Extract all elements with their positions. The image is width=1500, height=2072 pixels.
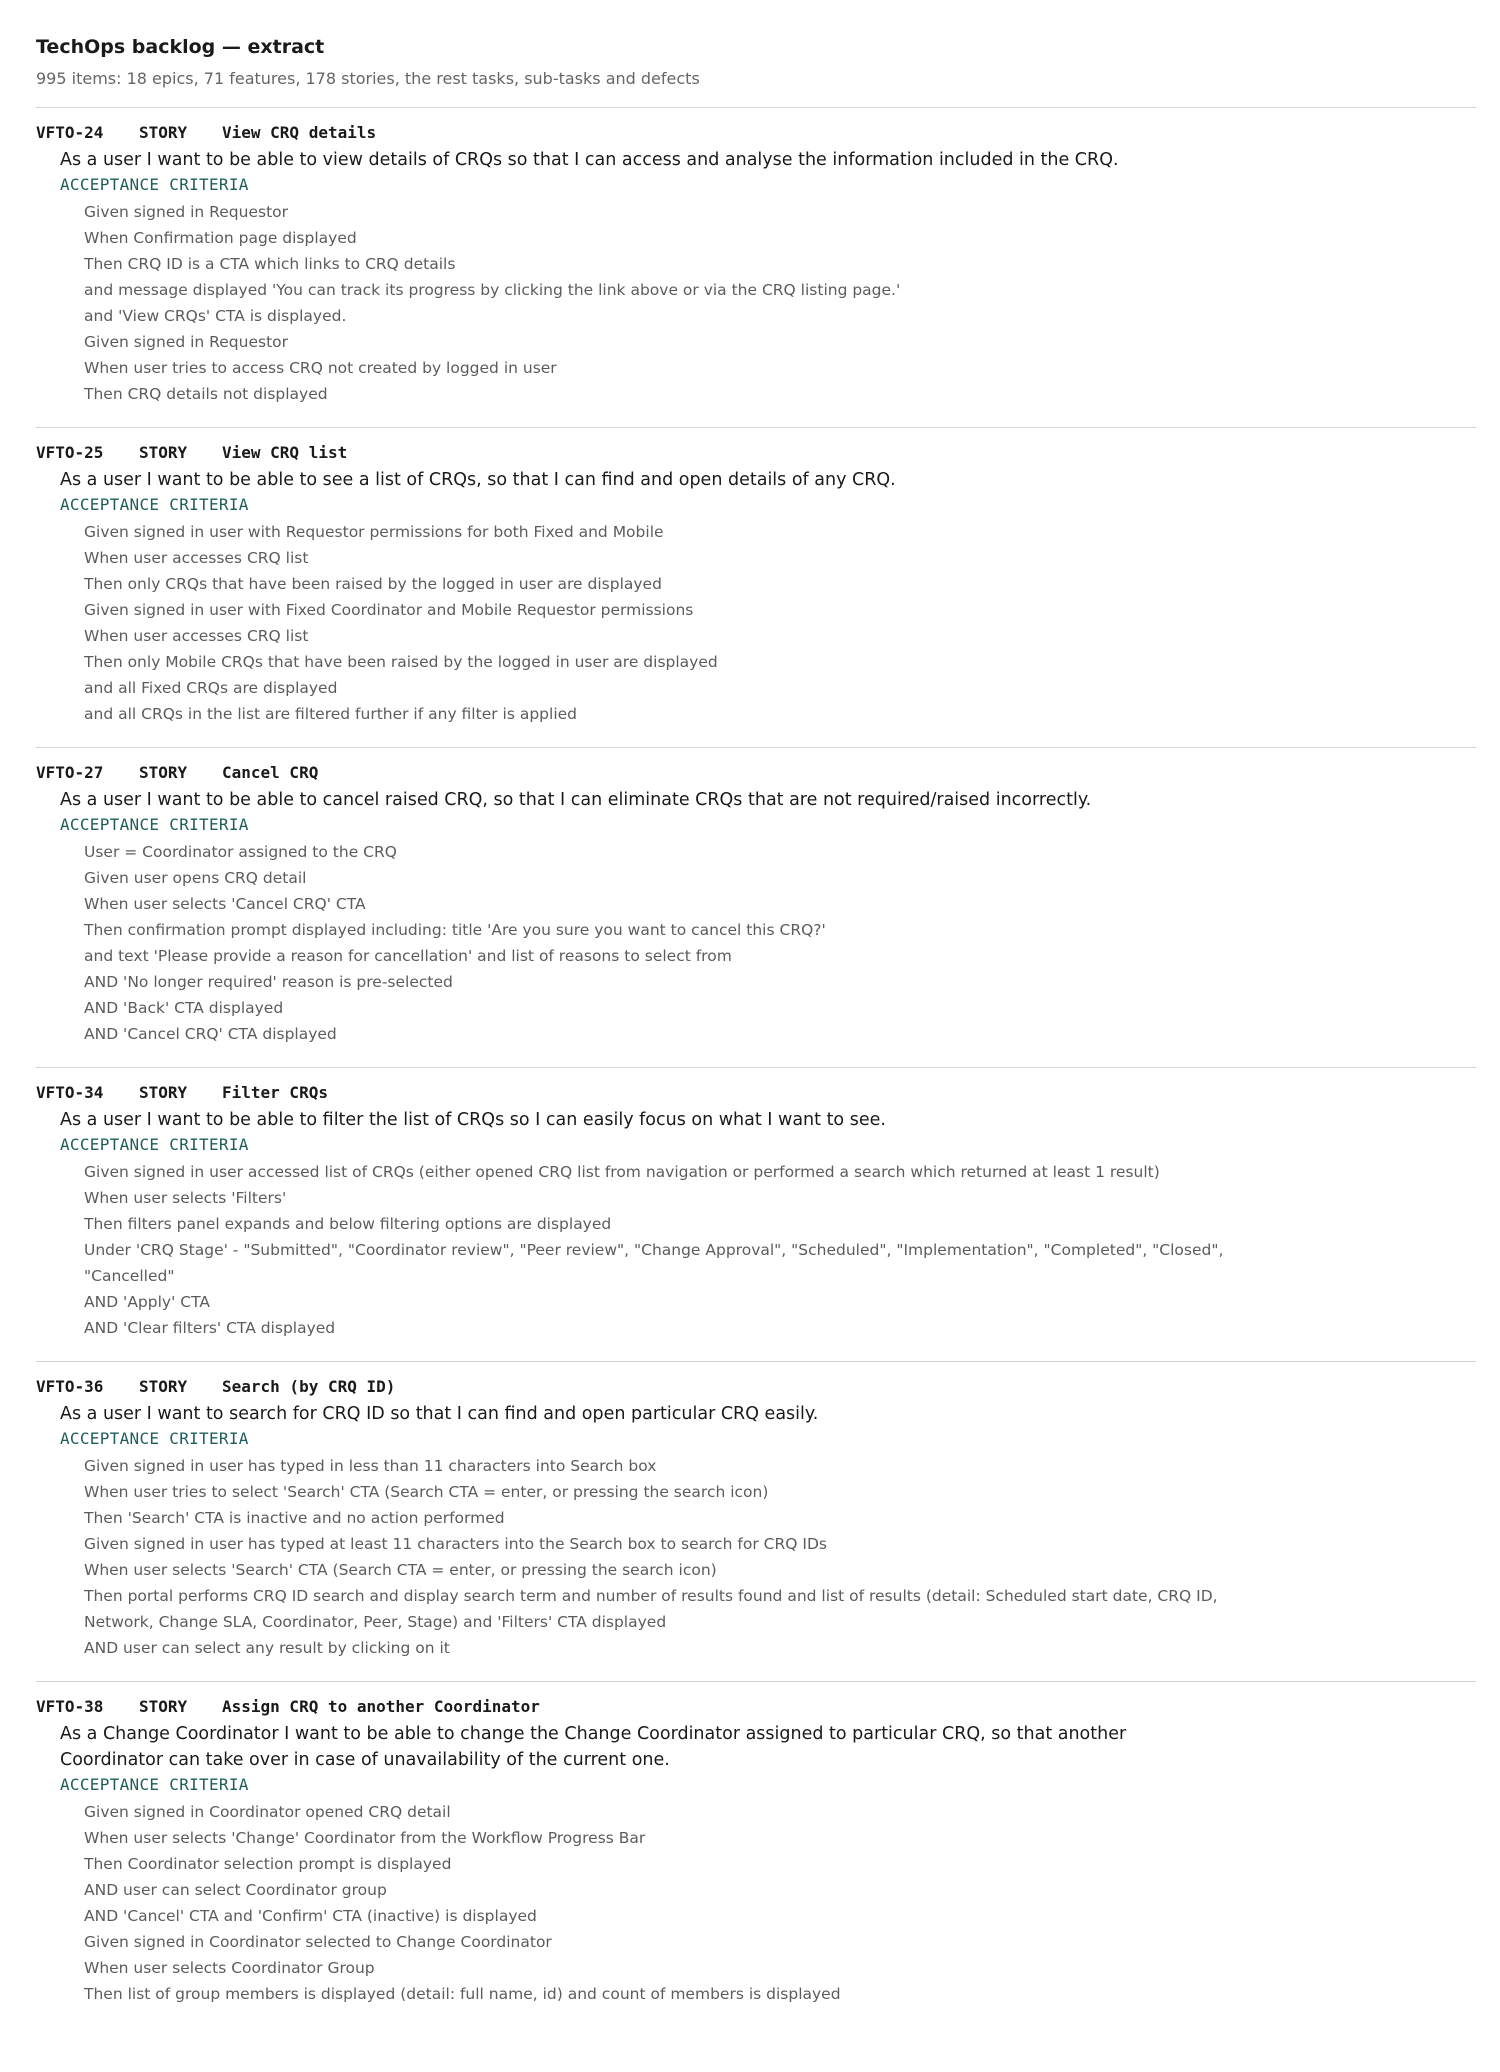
criteria-line: When user tries to access CRQ not created by logged in user — [84, 359, 557, 377]
backlog-item — [36, 748, 1476, 1068]
criteria-line: Given signed in user has typed at least 11 characters into the Search box to search for CRQ IDs — [84, 1535, 827, 1553]
acceptance-criteria-list — [84, 1159, 1234, 1341]
acceptance-criteria-list — [84, 519, 1234, 727]
criteria-line: Then 'Search' CTA is inactive and no action performed — [84, 1509, 505, 1527]
criteria-line: Given signed in Coordinator opened CRQ detail — [84, 1803, 451, 1821]
page-subtitle: 995 items: 18 epics, 71 features, 178 stories, the rest tasks, sub-tasks and defects — [36, 69, 700, 88]
criteria-line: and all Fixed CRQs are displayed — [84, 679, 338, 697]
backlog-item — [36, 1068, 1476, 1362]
criteria-line: When user tries to select 'Search' CTA (Search CTA = enter, or pressing the search icon) — [84, 1483, 769, 1501]
item-type: STORY — [139, 443, 188, 462]
criteria-line: Then CRQ details not displayed — [84, 385, 328, 403]
item-header — [36, 1376, 1476, 1398]
backlog-item — [36, 1362, 1476, 1682]
item-key: VFTO-24 — [36, 123, 104, 142]
criteria-line: Then only Mobile CRQs that have been raised by the logged in user are displayed — [84, 653, 718, 671]
item-key: VFTO-25 — [36, 443, 104, 462]
criteria-line: AND 'No longer required' reason is pre-selected — [84, 973, 453, 991]
acceptance-criteria-label: ACCEPTANCE CRITERIA — [60, 1429, 249, 1448]
criteria-line: When user selects 'Cancel CRQ' CTA — [84, 895, 366, 913]
criteria-line: AND 'Cancel' CTA and 'Confirm' CTA (inactive) is displayed — [84, 1907, 537, 1925]
criteria-line: and all CRQs in the list are filtered further if any filter is applied — [84, 705, 578, 723]
criteria-line: Then filters panel expands and below filtering options are displayed — [84, 1215, 612, 1233]
item-title: View CRQ list — [222, 443, 348, 462]
acceptance-criteria-list — [84, 1799, 1234, 2007]
item-type: STORY — [139, 1377, 188, 1396]
item-key: VFTO-36 — [36, 1377, 104, 1396]
criteria-line: Given user opens CRQ detail — [84, 869, 307, 887]
criteria-line: Given signed in user with Requestor permissions for both Fixed and Mobile — [84, 523, 664, 541]
criteria-line: Then Coordinator selection prompt is displayed — [84, 1855, 452, 1873]
criteria-line: Then portal performs CRQ ID search and display search term and number of results found and list of results (detail: Scheduled start date, CRQ ID, Network, Change SLA, Coordinator, Peer, Stage) and 'Filters' CTA displayed — [84, 1587, 1218, 1631]
criteria-line: Then CRQ ID is a CTA which links to CRQ details — [84, 255, 456, 273]
criteria-line: When user selects 'Filters' — [84, 1189, 287, 1207]
criteria-line: Given signed in user has typed in less than 11 characters into Search box — [84, 1457, 657, 1475]
criteria-line: and 'View CRQs' CTA is displayed. — [84, 307, 347, 325]
item-title: Cancel CRQ — [222, 763, 319, 782]
item-key: VFTO-27 — [36, 763, 104, 782]
criteria-line: AND 'Apply' CTA — [84, 1293, 210, 1311]
backlog-item-list — [36, 108, 1464, 2027]
backlog-item — [36, 428, 1476, 748]
item-type: STORY — [139, 1083, 188, 1102]
criteria-line: Given signed in user accessed list of CRQs (either opened CRQ list from navigation or performed a search which returned at least 1 result) — [84, 1163, 1160, 1181]
criteria-line: Under 'CRQ Stage' - "Submitted", "Coordinator review", "Peer review", "Change Approval", "Scheduled", "Implementation", "Completed", "Closed", "Cancelled" — [84, 1241, 1224, 1285]
criteria-line: Given signed in Requestor — [84, 333, 288, 351]
criteria-line: AND 'Cancel CRQ' CTA displayed — [84, 1025, 337, 1043]
backlog-item — [36, 108, 1476, 428]
criteria-line: and text 'Please provide a reason for cancellation' and list of reasons to select from — [84, 947, 732, 965]
criteria-line: AND user can select any result by clicking on it — [84, 1639, 450, 1657]
criteria-line: Then confirmation prompt displayed including: title 'Are you sure you want to cancel this CRQ?' — [84, 921, 826, 939]
criteria-line: and message displayed 'You can track its progress by clicking the link above or via the CRQ listing page.' — [84, 281, 901, 299]
item-header — [36, 122, 1476, 144]
acceptance-criteria-list — [84, 1453, 1234, 1661]
page-title: TechOps backlog — extract — [36, 36, 325, 58]
criteria-line: When Confirmation page displayed — [84, 229, 357, 247]
criteria-line: When user selects 'Search' CTA (Search CTA = enter, or pressing the search icon) — [84, 1561, 717, 1579]
item-title: Search (by CRQ ID) — [222, 1377, 396, 1396]
item-header — [36, 1696, 1476, 1718]
item-title: Filter CRQs — [222, 1083, 328, 1102]
item-header — [36, 1082, 1476, 1104]
criteria-line: When user selects 'Change' Coordinator from the Workflow Progress Bar — [84, 1829, 646, 1847]
criteria-line: When user accesses CRQ list — [84, 549, 309, 567]
item-type: STORY — [139, 763, 188, 782]
item-key: VFTO-34 — [36, 1083, 104, 1102]
backlog-item — [36, 1682, 1476, 2027]
criteria-line: AND user can select Coordinator group — [84, 1881, 387, 1899]
criteria-line: When user accesses CRQ list — [84, 627, 309, 645]
criteria-line: AND 'Clear filters' CTA displayed — [84, 1319, 336, 1337]
item-type: STORY — [139, 123, 188, 142]
criteria-line: User = Coordinator assigned to the CRQ — [84, 843, 397, 861]
criteria-line: Given signed in user with Fixed Coordinator and Mobile Requestor permissions — [84, 601, 694, 619]
acceptance-criteria-label: ACCEPTANCE CRITERIA — [60, 815, 249, 834]
acceptance-criteria-label: ACCEPTANCE CRITERIA — [60, 175, 249, 194]
criteria-line: AND 'Back' CTA displayed — [84, 999, 284, 1017]
item-type: STORY — [139, 1697, 188, 1716]
item-key: VFTO-38 — [36, 1697, 104, 1716]
user-story: As a Change Coordinator I want to be able to change the Change Coordinator assigned to particular CRQ, so that another Coordinator can take over in case of unavailability of the current one. — [60, 1724, 1127, 1770]
acceptance-criteria-label: ACCEPTANCE CRITERIA — [60, 495, 249, 514]
acceptance-criteria-label: ACCEPTANCE CRITERIA — [60, 1135, 249, 1154]
acceptance-criteria-list — [84, 839, 1234, 1047]
criteria-line: Then only CRQs that have been raised by the logged in user are displayed — [84, 575, 662, 593]
item-title: View CRQ details — [222, 123, 377, 142]
user-story: As a user I want to be able to filter the list of CRQs so I can easily focus on what I want to see. — [60, 1110, 886, 1130]
criteria-line: Given signed in Coordinator selected to Change Coordinator — [84, 1933, 552, 1951]
user-story: As a user I want to be able to cancel raised CRQ, so that I can eliminate CRQs that are not required/raised incorrectly. — [60, 790, 1092, 810]
item-header — [36, 442, 1476, 464]
user-story: As a user I want to be able to view details of CRQs so that I can access and analyse the information included in the CRQ. — [60, 150, 1119, 170]
user-story: As a user I want to search for CRQ ID so that I can find and open particular CRQ easily. — [60, 1404, 819, 1424]
item-title: Assign CRQ to another Coordinator — [222, 1697, 540, 1716]
acceptance-criteria-list — [84, 199, 1234, 407]
criteria-line: Then list of group members is displayed (detail: full name, id) and count of members is displayed — [84, 1985, 841, 2003]
criteria-line: When user selects Coordinator Group — [84, 1959, 375, 1977]
item-header — [36, 762, 1476, 784]
acceptance-criteria-label: ACCEPTANCE CRITERIA — [60, 1775, 249, 1794]
user-story: As a user I want to be able to see a list of CRQs, so that I can find and open details of any CRQ. — [60, 470, 896, 490]
criteria-line: Given signed in Requestor — [84, 203, 288, 221]
